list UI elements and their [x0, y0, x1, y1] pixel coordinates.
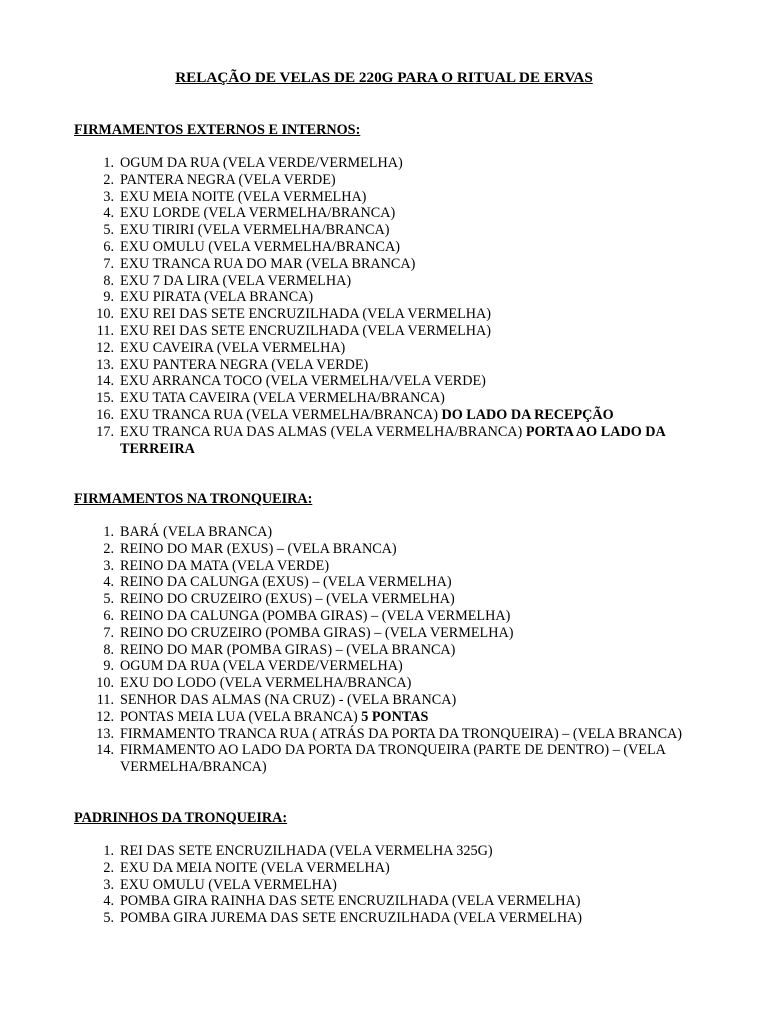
list-item — [74, 189, 694, 206]
list-item-text: PONTAS MEIA LUA (VELA BRANCA) — [120, 708, 362, 725]
list-item — [74, 306, 694, 323]
list-item-text: EXU DA MEIA NOITE (VELA VERMELHA) — [120, 859, 390, 876]
list-item-number: 3. — [103, 557, 114, 574]
list-item-number: 13. — [96, 356, 114, 373]
list-item — [74, 675, 694, 692]
section-heading-firmamentos-externos: FIRMAMENTOS EXTERNOS E INTERNOS: — [74, 122, 361, 138]
list-padrinhos-tronqueira — [74, 843, 694, 927]
list-item-text: REINO DA MATA (VELA VERDE) — [120, 557, 330, 574]
list-item — [74, 625, 694, 642]
list-item-number: 7. — [103, 624, 114, 641]
list-item-text: OGUM DA RUA (VELA VERDE/VERMELHA) — [120, 658, 403, 675]
list-item-text: EXU TATA CAVEIRA (VELA VERMELHA/BRANCA) — [120, 390, 445, 407]
list-item-text: BARÁ (VELA BRANCA) — [120, 524, 273, 540]
list-item-number: 13. — [96, 725, 114, 742]
list-item-bold-note: DO LADO DA RECEPÇÃO — [441, 406, 614, 423]
list-item-text: EXU PIRATA (VELA BRANCA) — [120, 289, 314, 306]
list-item — [74, 608, 694, 625]
list-item-text: EXU MEIA NOITE (VELA VERMELHA) — [120, 188, 367, 205]
list-item — [74, 323, 694, 340]
list-item-text: FIRMAMENTO TRANCA RUA ( ATRÁS DA PORTA DA TRONQUEIRA) – (VELA BRANCA) — [120, 725, 683, 742]
list-item-text: REINO DA CALUNGA (POMBA GIRAS) – (VELA VERMELHA) — [120, 607, 511, 624]
list-item-number: 16. — [96, 406, 114, 423]
list-item — [74, 273, 694, 290]
list-item-number: 14. — [96, 373, 114, 390]
list-item — [74, 591, 694, 608]
list-item-number: 9. — [103, 289, 114, 306]
list-item-number: 1. — [103, 843, 114, 859]
list-item-number: 9. — [103, 658, 114, 675]
list-item — [74, 407, 694, 424]
list-item — [74, 222, 694, 239]
list-item — [74, 877, 694, 894]
list-item-number: 15. — [96, 390, 114, 407]
list-item-text: EXU REI DAS SETE ENCRUZILHADA (VELA VERMELHA) — [120, 322, 491, 339]
list-item-text: EXU OMULU (VELA VERMELHA/BRANCA) — [120, 238, 400, 255]
list-item-number: 10. — [96, 306, 114, 323]
list-item-number: 11. — [96, 691, 114, 708]
list-item-text: EXU CAVEIRA (VELA VERMELHA) — [120, 339, 346, 356]
list-item-number: 10. — [96, 675, 114, 692]
list-item — [74, 893, 694, 910]
list-item — [74, 574, 694, 591]
list-item — [74, 642, 694, 659]
list-item-text: REINO DO CRUZEIRO (POMBA GIRAS) – (VELA VERMELHA) — [120, 624, 514, 641]
list-item-text: EXU LORDE (VELA VERMELHA/BRANCA) — [120, 205, 396, 222]
list-item-text: REI DAS SETE ENCRUZILHADA (VELA VERMELHA 325G) — [120, 843, 493, 859]
list-item — [74, 524, 694, 541]
list-item-number: 4. — [103, 893, 114, 910]
list-item-text: EXU REI DAS SETE ENCRUZILHADA (VELA VERMELHA) — [120, 306, 491, 323]
list-item-text: REINO DA CALUNGA (EXUS) – (VELA VERMELHA) — [120, 574, 452, 591]
list-item — [74, 340, 694, 357]
list-item-text: EXU 7 DA LIRA (VELA VERMELHA) — [120, 272, 352, 289]
list-item — [74, 289, 694, 306]
list-item — [74, 205, 694, 222]
list-item-number: 3. — [103, 188, 114, 205]
list-item — [74, 239, 694, 256]
list-item-number: 2. — [103, 540, 114, 557]
list-item — [74, 843, 694, 860]
list-item-text: EXU TRANCA RUA (VELA VERMELHA/BRANCA) — [120, 406, 442, 423]
list-item-text: REINO DO MAR (EXUS) – (VELA BRANCA) — [120, 540, 397, 557]
list-item-number: 5. — [103, 222, 114, 239]
list-item-number: 3. — [103, 876, 114, 893]
list-item-text: EXU TIRIRI (VELA VERMELHA/BRANCA) — [120, 222, 390, 239]
list-item-number: 6. — [103, 607, 114, 624]
list-item-text: FIRMAMENTO AO LADO DA PORTA DA TRONQUEIRA (PARTE DE DENTRO) – (VELA VERMELHA/BRANCA) — [120, 742, 666, 776]
list-item-number: 8. — [103, 272, 114, 289]
list-item-text: EXU ARRANCA TOCO (VELA VERMELHA/VELA VERDE) — [120, 373, 486, 390]
list-item — [74, 390, 694, 407]
list-item — [74, 742, 694, 776]
list-item-text: POMBA GIRA JUREMA DAS SETE ENCRUZILHADA (VELA VERMELHA) — [120, 910, 583, 927]
list-firmamentos-externos — [74, 155, 694, 457]
list-item — [74, 373, 694, 390]
list-item-number: 5. — [103, 591, 114, 608]
list-item-number: 17. — [96, 423, 114, 440]
list-firmamentos-tronqueira — [74, 524, 694, 776]
list-item-bold-note: 5 PONTAS — [361, 708, 429, 725]
list-item-number: 4. — [103, 205, 114, 222]
list-item-number: 8. — [103, 641, 114, 658]
list-item-text: REINO DO CRUZEIRO (EXUS) – (VELA VERMELHA) — [120, 591, 455, 608]
list-item-text: EXU DO LODO (VELA VERMELHA/BRANCA) — [120, 675, 412, 692]
list-item-number: 6. — [103, 238, 114, 255]
list-item-number: 12. — [96, 708, 114, 725]
list-item-text: SENHOR DAS ALMAS (NA CRUZ) - (VELA BRANCA) — [120, 691, 457, 708]
list-item — [74, 910, 694, 927]
list-item-text: EXU TRANCA RUA DO MAR (VELA BRANCA) — [120, 255, 416, 272]
section-heading-padrinhos-tronqueira: PADRINHOS DA TRONQUEIRA: — [74, 810, 288, 826]
list-item — [74, 541, 694, 558]
list-item-number: 5. — [103, 910, 114, 927]
list-item-number: 14. — [96, 742, 114, 759]
list-item-text: EXU PANTERA NEGRA (VELA VERDE) — [120, 356, 369, 373]
list-item-text: OGUM DA RUA (VELA VERDE/VERMELHA) — [120, 155, 403, 171]
list-item — [74, 256, 694, 273]
list-item-number: 4. — [103, 574, 114, 591]
list-item-number: 2. — [103, 171, 114, 188]
list-item-number: 7. — [103, 255, 114, 272]
list-item-number: 1. — [103, 524, 114, 540]
section-heading-firmamentos-tronqueira: FIRMAMENTOS NA TRONQUEIRA: — [74, 491, 313, 507]
list-item — [74, 558, 694, 575]
list-item — [74, 357, 694, 374]
list-item-text: PANTERA NEGRA (VELA VERDE) — [120, 171, 336, 188]
list-item-bold-note: PORTA AO LADO DA TERREIRA — [120, 423, 665, 457]
list-item-number: 2. — [103, 859, 114, 876]
list-item — [74, 860, 694, 877]
list-item-text: REINO DO MAR (POMBA GIRAS) – (VELA BRANCA) — [120, 641, 456, 658]
list-item — [74, 424, 694, 458]
list-item — [74, 658, 694, 675]
document-title: RELAÇÃO DE VELAS DE 220G PARA O RITUAL DE ERVAS — [175, 69, 593, 86]
list-item-number: 12. — [96, 339, 114, 356]
list-item — [74, 692, 694, 709]
list-item — [74, 726, 694, 743]
list-item — [74, 172, 694, 189]
list-item-text: POMBA GIRA RAINHA DAS SETE ENCRUZILHADA (VELA VERMELHA) — [120, 893, 581, 910]
list-item — [74, 709, 694, 726]
list-item — [74, 155, 694, 172]
list-item-text: EXU TRANCA RUA DAS ALMAS (VELA VERMELHA/BRANCA) — [120, 423, 526, 440]
list-item-number: 1. — [103, 155, 114, 171]
list-item-text: EXU OMULU (VELA VERMELHA) — [120, 876, 337, 893]
list-item-number: 11. — [96, 322, 114, 339]
